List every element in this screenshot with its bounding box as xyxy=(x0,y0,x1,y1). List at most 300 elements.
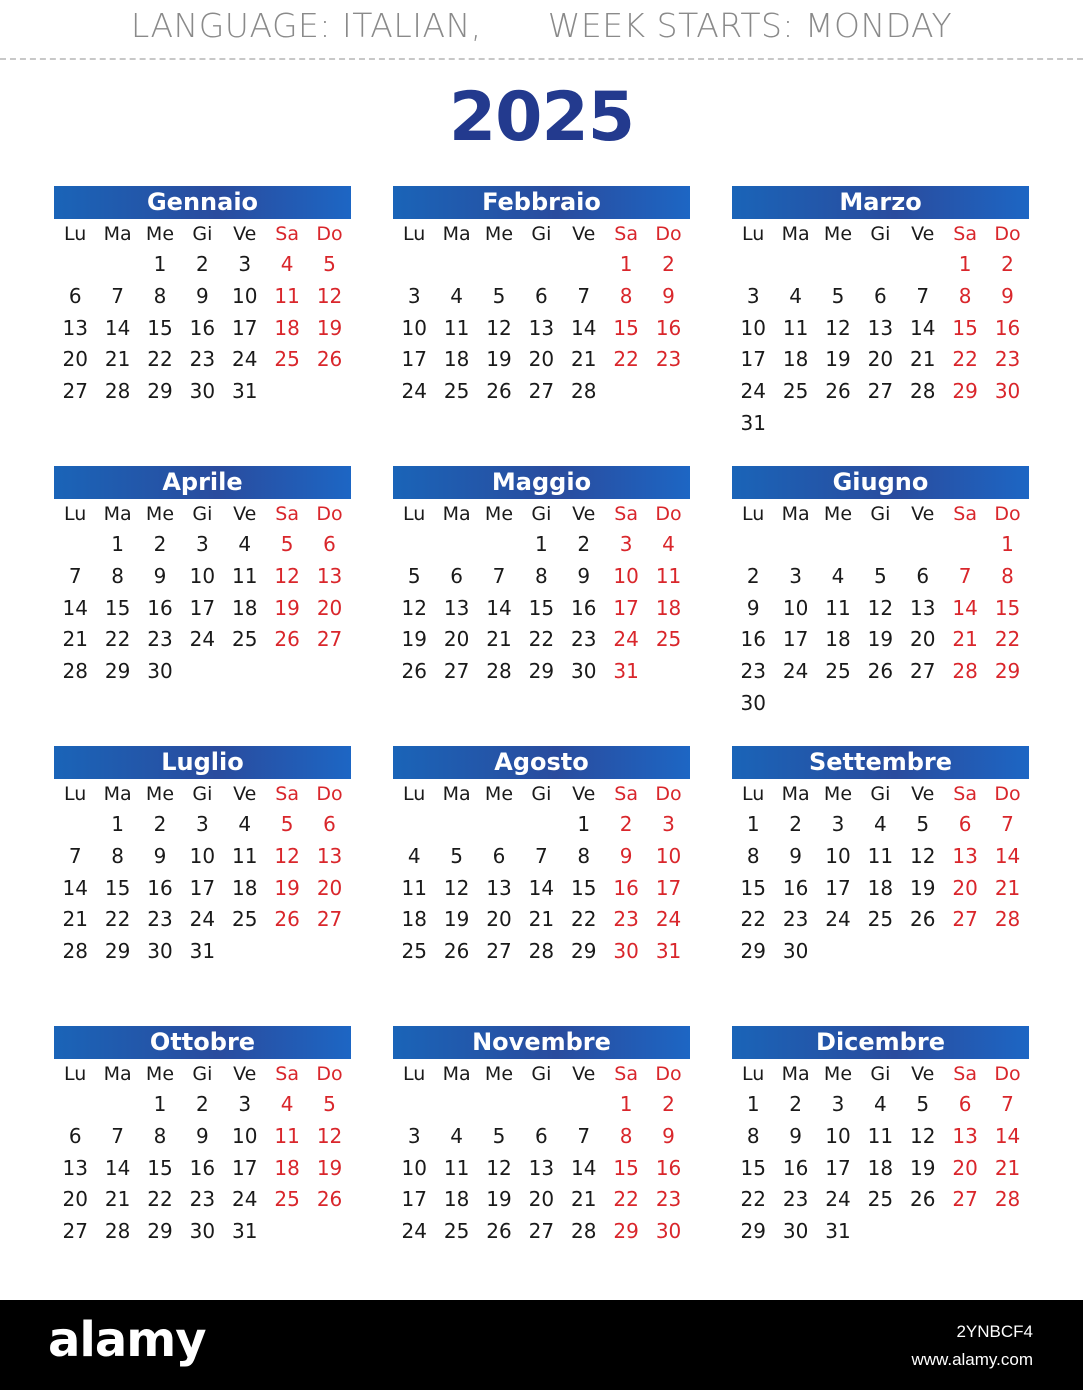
day-cell: 29 xyxy=(104,659,131,684)
weekday-header-row xyxy=(732,779,1029,809)
weekday-label: Gi xyxy=(870,223,891,245)
day-cell: 15 xyxy=(952,315,978,340)
day-cell: 2 xyxy=(577,532,591,556)
day-cell: 5 xyxy=(323,252,336,276)
weekday-label: Ve xyxy=(233,783,257,805)
weekday-label: Sa xyxy=(275,503,299,525)
day-cell: 11 xyxy=(867,1123,894,1148)
day-cell: 27 xyxy=(62,379,88,404)
day-cell: 13 xyxy=(443,595,470,620)
day-cell: 22 xyxy=(740,1187,766,1212)
day-cell: 13 xyxy=(528,315,555,340)
day-cell: 29 xyxy=(740,939,766,964)
day-cell: 18 xyxy=(867,875,894,900)
day-cell: 22 xyxy=(740,907,766,932)
days-grid xyxy=(54,249,351,408)
weekday-label: Me xyxy=(484,1063,514,1085)
day-cell: 3 xyxy=(238,1092,252,1116)
month-header: Maggio xyxy=(393,466,690,499)
day-cell: 8 xyxy=(153,283,167,308)
day-cell: 26 xyxy=(316,1187,343,1212)
weekday-label: Ma xyxy=(103,503,132,525)
day-cell: 27 xyxy=(952,907,978,932)
day-cell: 1 xyxy=(958,252,972,276)
day-cell: 30 xyxy=(994,379,1021,404)
weekday-label: Sa xyxy=(275,1063,299,1085)
weekday-label: Ma xyxy=(781,503,810,525)
day-cell: 26 xyxy=(274,627,300,652)
weekday-label: Me xyxy=(484,503,514,525)
day-cell: 9 xyxy=(789,843,802,868)
year-title: 2025 xyxy=(448,78,635,157)
day-cell: 10 xyxy=(401,315,427,340)
day-cell: 4 xyxy=(874,1092,887,1116)
weekday-label: Gi xyxy=(870,1063,891,1085)
day-cell: 27 xyxy=(316,627,343,652)
day-cell: 7 xyxy=(535,843,548,868)
day-cell: 17 xyxy=(401,347,427,372)
day-cell: 13 xyxy=(952,843,978,868)
day-cell: 14 xyxy=(104,315,131,340)
day-cell: 29 xyxy=(994,659,1021,684)
month-header: Ottobre xyxy=(54,1026,351,1059)
day-cell: 6 xyxy=(450,563,463,588)
day-cell: 15 xyxy=(104,875,131,900)
day-cell: 15 xyxy=(613,1155,639,1180)
day-cell: 29 xyxy=(104,939,131,964)
day-cell: 9 xyxy=(1001,283,1014,308)
day-cell: 3 xyxy=(831,812,845,836)
day-cell: 24 xyxy=(189,627,216,652)
weekday-label: Lu xyxy=(742,1063,765,1085)
day-cell: 28 xyxy=(62,659,88,684)
day-cell: 18 xyxy=(443,1187,470,1212)
day-cell: 11 xyxy=(274,283,300,308)
day-cell: 18 xyxy=(655,595,682,620)
day-cell: 19 xyxy=(274,595,300,620)
day-cell: 18 xyxy=(867,1155,894,1180)
weekday-header-row xyxy=(54,499,351,529)
day-cell: 28 xyxy=(104,379,131,404)
day-cell: 9 xyxy=(619,843,633,868)
day-cell: 29 xyxy=(528,659,555,684)
weekday-label: Ve xyxy=(911,503,935,525)
day-cell: 13 xyxy=(867,315,894,340)
month-header: Giugno xyxy=(732,466,1029,499)
day-cell: 14 xyxy=(994,1123,1021,1148)
day-cell: 23 xyxy=(994,347,1021,372)
day-cell: 16 xyxy=(782,875,809,900)
day-cell: 12 xyxy=(486,1155,512,1180)
day-cell: 13 xyxy=(62,1155,88,1180)
weekday-label: Ma xyxy=(103,783,132,805)
day-cell: 8 xyxy=(619,1123,633,1148)
day-cell: 23 xyxy=(613,907,639,932)
day-cell: 17 xyxy=(782,627,809,652)
day-cell: 10 xyxy=(189,563,216,588)
day-cell: 19 xyxy=(274,875,300,900)
day-cell: 9 xyxy=(196,1123,209,1148)
day-cell: 30 xyxy=(655,1219,682,1244)
day-cell: 4 xyxy=(407,843,421,868)
weekday-label: Do xyxy=(655,503,682,525)
weekday-label: Sa xyxy=(953,783,977,805)
dashed-divider xyxy=(0,58,1083,60)
day-cell: 14 xyxy=(486,595,512,620)
day-cell: 26 xyxy=(443,939,470,964)
day-cell: 2 xyxy=(1001,252,1014,276)
day-cell: 30 xyxy=(189,379,216,404)
day-cell: 16 xyxy=(740,627,766,652)
day-cell: 13 xyxy=(528,1155,555,1180)
day-cell: 1 xyxy=(153,252,167,276)
days-grid xyxy=(732,249,1029,440)
day-cell: 10 xyxy=(740,315,766,340)
day-cell: 16 xyxy=(147,875,173,900)
day-cell: 8 xyxy=(1001,563,1014,588)
day-cell: 10 xyxy=(825,843,851,868)
day-cell: 3 xyxy=(746,283,760,308)
day-cell: 9 xyxy=(153,843,167,868)
month-header: Gennaio xyxy=(54,186,351,219)
day-cell: 2 xyxy=(153,532,167,556)
month-aprile xyxy=(54,466,351,726)
weekday-label: Do xyxy=(994,223,1021,245)
day-cell: 19 xyxy=(316,1155,343,1180)
day-cell: 8 xyxy=(535,563,548,588)
day-cell: 20 xyxy=(528,347,555,372)
day-cell: 21 xyxy=(571,1187,597,1212)
weekday-header-row xyxy=(732,219,1029,249)
weekday-label: Gi xyxy=(192,783,213,805)
day-cell: 23 xyxy=(782,1187,809,1212)
weekday-label: Ma xyxy=(781,1063,810,1085)
day-cell: 7 xyxy=(111,283,124,308)
day-cell: 9 xyxy=(577,563,591,588)
day-cell: 14 xyxy=(62,875,88,900)
day-cell: 18 xyxy=(274,1155,300,1180)
day-cell: 28 xyxy=(571,379,597,404)
day-cell: 14 xyxy=(994,843,1021,868)
day-cell: 23 xyxy=(189,1187,216,1212)
day-cell: 16 xyxy=(782,1155,809,1180)
day-cell: 24 xyxy=(613,627,639,652)
day-cell: 4 xyxy=(280,252,294,276)
day-cell: 27 xyxy=(486,939,512,964)
day-cell: 18 xyxy=(232,595,258,620)
day-cell: 11 xyxy=(232,843,258,868)
day-cell: 12 xyxy=(910,1123,936,1148)
day-cell: 11 xyxy=(443,315,470,340)
weekday-label: Lu xyxy=(742,783,765,805)
day-cell: 21 xyxy=(571,347,597,372)
day-cell: 24 xyxy=(401,379,427,404)
weekday-label: Do xyxy=(316,1063,343,1085)
day-cell: 21 xyxy=(104,347,131,372)
language-label: LANGUAGE: ITALIAN, xyxy=(130,6,482,45)
day-cell: 12 xyxy=(867,595,894,620)
day-cell: 16 xyxy=(613,875,639,900)
day-cell: 20 xyxy=(910,627,936,652)
weekday-label: Lu xyxy=(403,1063,426,1085)
day-cell: 12 xyxy=(401,595,427,620)
day-cell: 27 xyxy=(316,907,343,932)
day-cell: 24 xyxy=(189,907,216,932)
day-cell: 24 xyxy=(825,907,851,932)
day-cell: 31 xyxy=(825,1219,851,1244)
day-cell: 7 xyxy=(958,563,972,588)
day-cell: 14 xyxy=(528,875,555,900)
day-cell: 28 xyxy=(62,939,88,964)
day-cell: 15 xyxy=(147,1155,173,1180)
day-cell: 23 xyxy=(189,347,216,372)
day-cell: 4 xyxy=(280,1092,294,1116)
weekday-label: Do xyxy=(994,503,1021,525)
day-cell: 17 xyxy=(613,595,639,620)
day-cell: 13 xyxy=(316,563,343,588)
day-cell: 28 xyxy=(994,907,1021,932)
week-start-label: WEEK STARTS: MONDAY xyxy=(547,6,953,45)
day-cell: 20 xyxy=(486,907,512,932)
day-cell: 16 xyxy=(147,595,173,620)
day-cell: 11 xyxy=(655,563,682,588)
day-cell: 13 xyxy=(486,875,512,900)
day-cell: 31 xyxy=(613,659,639,684)
weekday-header-row xyxy=(393,779,690,809)
day-cell: 30 xyxy=(189,1219,216,1244)
day-cell: 14 xyxy=(571,315,597,340)
weekday-label: Me xyxy=(484,783,514,805)
day-cell: 26 xyxy=(867,659,894,684)
weekday-label: Ve xyxy=(911,783,935,805)
day-cell: 1 xyxy=(577,812,591,836)
weekday-label: Ma xyxy=(781,783,810,805)
day-cell: 29 xyxy=(147,1219,173,1244)
weekday-label: Ma xyxy=(442,223,471,245)
day-cell: 12 xyxy=(316,1123,343,1148)
day-cell: 6 xyxy=(916,563,930,588)
day-cell: 18 xyxy=(232,875,258,900)
day-cell: 15 xyxy=(740,1155,766,1180)
day-cell: 3 xyxy=(407,1123,421,1148)
day-cell: 4 xyxy=(450,1123,463,1148)
weekday-label: Ve xyxy=(233,223,257,245)
day-cell: 20 xyxy=(316,595,343,620)
site-url: www.alamy.com xyxy=(911,1350,1033,1369)
weekday-label: Do xyxy=(655,223,682,245)
day-cell: 4 xyxy=(450,283,463,308)
day-cell: 13 xyxy=(62,315,88,340)
day-cell: 24 xyxy=(782,659,809,684)
weekday-header-row xyxy=(54,779,351,809)
weekday-label: Gi xyxy=(531,503,552,525)
day-cell: 5 xyxy=(492,1123,506,1148)
day-cell: 12 xyxy=(910,843,936,868)
weekday-label: Sa xyxy=(275,223,299,245)
day-cell: 22 xyxy=(571,907,597,932)
day-cell: 7 xyxy=(68,843,82,868)
day-cell: 20 xyxy=(952,875,978,900)
day-cell: 20 xyxy=(528,1187,555,1212)
month-header: Dicembre xyxy=(732,1026,1029,1059)
day-cell: 19 xyxy=(316,315,343,340)
days-grid xyxy=(54,809,351,968)
day-cell: 28 xyxy=(952,659,978,684)
day-cell: 22 xyxy=(952,347,978,372)
day-cell: 15 xyxy=(104,595,131,620)
day-cell: 25 xyxy=(232,627,258,652)
day-cell: 16 xyxy=(189,315,216,340)
day-cell: 27 xyxy=(443,659,470,684)
weekday-label: Lu xyxy=(403,783,426,805)
day-cell: 23 xyxy=(147,907,173,932)
day-cell: 6 xyxy=(323,532,336,556)
day-cell: 19 xyxy=(867,627,894,652)
day-cell: 28 xyxy=(528,939,555,964)
day-cell: 28 xyxy=(994,1187,1021,1212)
day-cell: 3 xyxy=(196,532,209,556)
weekday-label: Sa xyxy=(614,223,638,245)
day-cell: 22 xyxy=(528,627,555,652)
day-cell: 21 xyxy=(952,627,978,652)
day-cell: 17 xyxy=(232,315,258,340)
weekday-header-row xyxy=(732,499,1029,529)
day-cell: 23 xyxy=(655,1187,682,1212)
day-cell: 8 xyxy=(577,843,591,868)
day-cell: 12 xyxy=(274,563,300,588)
days-grid xyxy=(732,809,1029,968)
day-cell: 1 xyxy=(111,812,124,836)
day-cell: 15 xyxy=(571,875,597,900)
day-cell: 7 xyxy=(577,1123,591,1148)
weekday-label: Ve xyxy=(233,1063,257,1085)
day-cell: 8 xyxy=(111,843,124,868)
day-cell: 3 xyxy=(407,283,421,308)
weekday-label: Ma xyxy=(442,503,471,525)
day-cell: 28 xyxy=(486,659,512,684)
month-novembre xyxy=(393,1026,690,1286)
day-cell: 6 xyxy=(68,1123,82,1148)
weekday-label: Sa xyxy=(614,783,638,805)
day-cell: 14 xyxy=(910,315,936,340)
weekday-header-row xyxy=(54,1059,351,1089)
day-cell: 27 xyxy=(528,379,555,404)
day-cell: 11 xyxy=(825,595,851,620)
days-grid xyxy=(54,529,351,688)
day-cell: 11 xyxy=(232,563,258,588)
month-header: Settembre xyxy=(732,746,1029,779)
month-settembre xyxy=(732,746,1029,1006)
day-cell: 7 xyxy=(68,563,82,588)
day-cell: 3 xyxy=(619,532,633,556)
month-header: Luglio xyxy=(54,746,351,779)
day-cell: 29 xyxy=(740,1219,766,1244)
day-cell: 12 xyxy=(825,315,851,340)
day-cell: 17 xyxy=(655,875,682,900)
month-dicembre xyxy=(732,1026,1029,1286)
day-cell: 9 xyxy=(153,563,167,588)
day-cell: 24 xyxy=(655,907,682,932)
day-cell: 25 xyxy=(274,1187,300,1212)
day-cell: 19 xyxy=(401,627,427,652)
weekday-label: Sa xyxy=(953,1063,977,1085)
day-cell: 5 xyxy=(492,283,506,308)
day-cell: 24 xyxy=(401,1219,427,1244)
month-header: Agosto xyxy=(393,746,690,779)
day-cell: 21 xyxy=(910,347,936,372)
weekday-label: Do xyxy=(655,783,682,805)
day-cell: 13 xyxy=(952,1123,978,1148)
day-cell: 9 xyxy=(662,1123,675,1148)
weekday-header-row xyxy=(732,1059,1029,1089)
month-giugno xyxy=(732,466,1029,726)
weekday-label: Do xyxy=(316,223,343,245)
day-cell: 26 xyxy=(486,379,512,404)
day-cell: 17 xyxy=(189,875,216,900)
day-cell: 5 xyxy=(874,563,887,588)
day-cell: 20 xyxy=(867,347,894,372)
day-cell: 16 xyxy=(994,315,1021,340)
day-cell: 15 xyxy=(528,595,555,620)
day-cell: 7 xyxy=(492,563,506,588)
day-cell: 21 xyxy=(994,875,1021,900)
weekday-label: Gi xyxy=(531,783,552,805)
day-cell: 24 xyxy=(740,379,766,404)
month-header: Novembre xyxy=(393,1026,690,1059)
day-cell: 27 xyxy=(528,1219,555,1244)
weekday-label: Ma xyxy=(103,1063,132,1085)
day-cell: 13 xyxy=(316,843,343,868)
day-cell: 31 xyxy=(232,1219,258,1244)
day-cell: 18 xyxy=(401,907,427,932)
day-cell: 8 xyxy=(619,283,633,308)
image-id: 2YNBCF4 xyxy=(956,1322,1033,1341)
weekday-label: Lu xyxy=(64,503,87,525)
day-cell: 5 xyxy=(280,532,294,556)
day-cell: 22 xyxy=(147,1187,173,1212)
weekday-label: Gi xyxy=(531,223,552,245)
weekday-label: Me xyxy=(145,1063,175,1085)
day-cell: 3 xyxy=(238,252,252,276)
watermark-footer xyxy=(0,1300,1083,1390)
day-cell: 21 xyxy=(994,1155,1021,1180)
day-cell: 30 xyxy=(740,690,766,715)
day-cell: 10 xyxy=(401,1155,427,1180)
day-cell: 18 xyxy=(443,347,470,372)
day-cell: 10 xyxy=(232,283,258,308)
weekday-label: Sa xyxy=(275,783,299,805)
weekday-header-row xyxy=(54,219,351,249)
day-cell: 20 xyxy=(952,1155,978,1180)
day-cell: 26 xyxy=(486,1219,512,1244)
days-grid xyxy=(393,809,690,968)
day-cell: 16 xyxy=(655,315,682,340)
day-cell: 22 xyxy=(613,1187,639,1212)
day-cell: 2 xyxy=(196,252,209,276)
weekday-label: Me xyxy=(823,1063,853,1085)
day-cell: 10 xyxy=(825,1123,851,1148)
day-cell: 8 xyxy=(958,283,972,308)
weekday-label: Gi xyxy=(192,223,213,245)
weekday-label: Lu xyxy=(64,223,87,245)
day-cell: 10 xyxy=(232,1123,258,1148)
day-cell: 26 xyxy=(316,347,343,372)
day-cell: 11 xyxy=(401,875,427,900)
weekday-label: Lu xyxy=(403,503,426,525)
day-cell: 17 xyxy=(232,1155,258,1180)
day-cell: 25 xyxy=(401,939,427,964)
day-cell: 11 xyxy=(782,315,809,340)
